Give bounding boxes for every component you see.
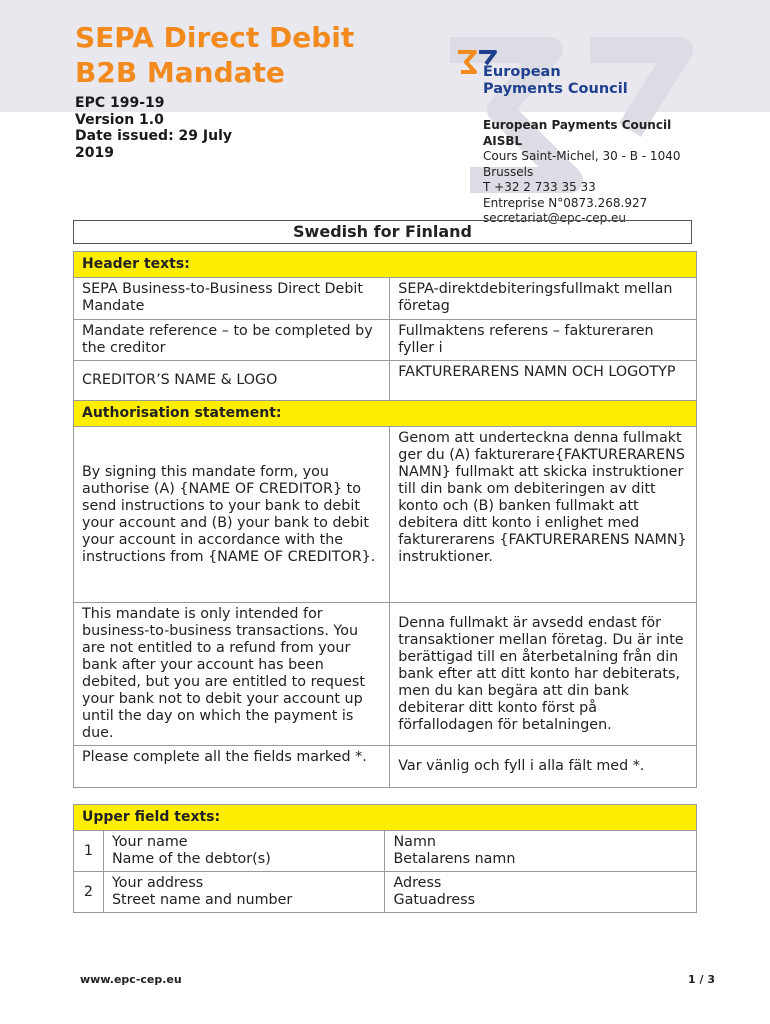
document-meta [75,95,232,161]
date-issued-line-2: 2019 [75,144,114,161]
email-link[interactable]: secretariat@epc-cep.eu [483,211,626,225]
epc-logo-text: European Payments Council [483,64,628,97]
organisation-address: European Payments Council AISBL Cours Saint-Michel, 30 - B - 1040 Brussels T +32 2 733 35 33 Entreprise N°0873.268.927 secretariat@epc-cep.eu [483,118,723,216]
translation-table [73,251,697,788]
table-row: This mandate is only intended for business-to-business transactions. You are not entitled to a refund from your bank after your account has been debited, but you are entitled to request your bank not to debit your account up until the day on which the payment is due. Denna fullmakt är avsedd endast för transaktioner mellan företag. Du är inte berättigad till en återbetalning från din bank efter att ditt konto har debiterats, men du kan begära att din bank debiterar ditt konto först på förfallodagen för betalningen. [74,603,697,746]
table-row: CREDITOR’S NAME & LOGO FAKTURERARENS NAMN OCH LOGOTYP [74,361,697,401]
upper-field-texts-label: Upper field texts: [74,805,697,831]
title-line-1: SEPA Direct Debit [75,21,355,54]
language-label: Swedish for Finland [73,220,692,244]
table-row: 1 Your name Name of the debtor(s) Namn Betalarens namn [74,831,697,872]
header-texts-label: Header texts: [74,252,697,278]
table-row: SEPA Business-to-Business Direct Debit Mandate SEPA-direktdebiteringsfullmakt mellan företag [74,278,697,320]
title-line-2: B2B Mandate [75,56,285,89]
document-title [75,20,354,90]
footer-website-link[interactable]: www.epc-cep.eu [80,973,182,986]
page-number: 1 / 3 [688,973,715,986]
table-row: Mandate reference – to be completed by the creditor Fullmaktens referens – faktureraren fyller i [74,320,697,361]
version: Version 1.0 [75,111,164,128]
table-row: By signing this mandate form, you authorise (A) {NAME OF CREDITOR} to send instructions to your bank to debit your account and (B) your bank to debit your account in accordance with the instructions from {NAME OF CREDITOR}. Genom att underteckna denna fullmakt ger du (A) fakturerare{FAKTURERARENS NAMN} fullmakt att skicka instruktioner till din bank om debiteringen av ditt konto och (B) banken fullmakt att debitera ditt konto i enlighet med fakturerarens {FAKTURERARENS NAMN} instruktioner. [74,427,697,603]
date-issued-line-1: Date issued: 29 July [75,128,233,144]
table-row: Please complete all the fields marked *. Var vänlig och fyll i alla fält med *. [74,746,697,788]
upper-field-table [73,804,697,913]
epc-reference: EPC 199-19 [75,95,165,111]
authorisation-statement-label: Authorisation statement: [74,401,697,427]
table-row: 2 Your address Street name and number Adress Gatuadress [74,872,697,913]
